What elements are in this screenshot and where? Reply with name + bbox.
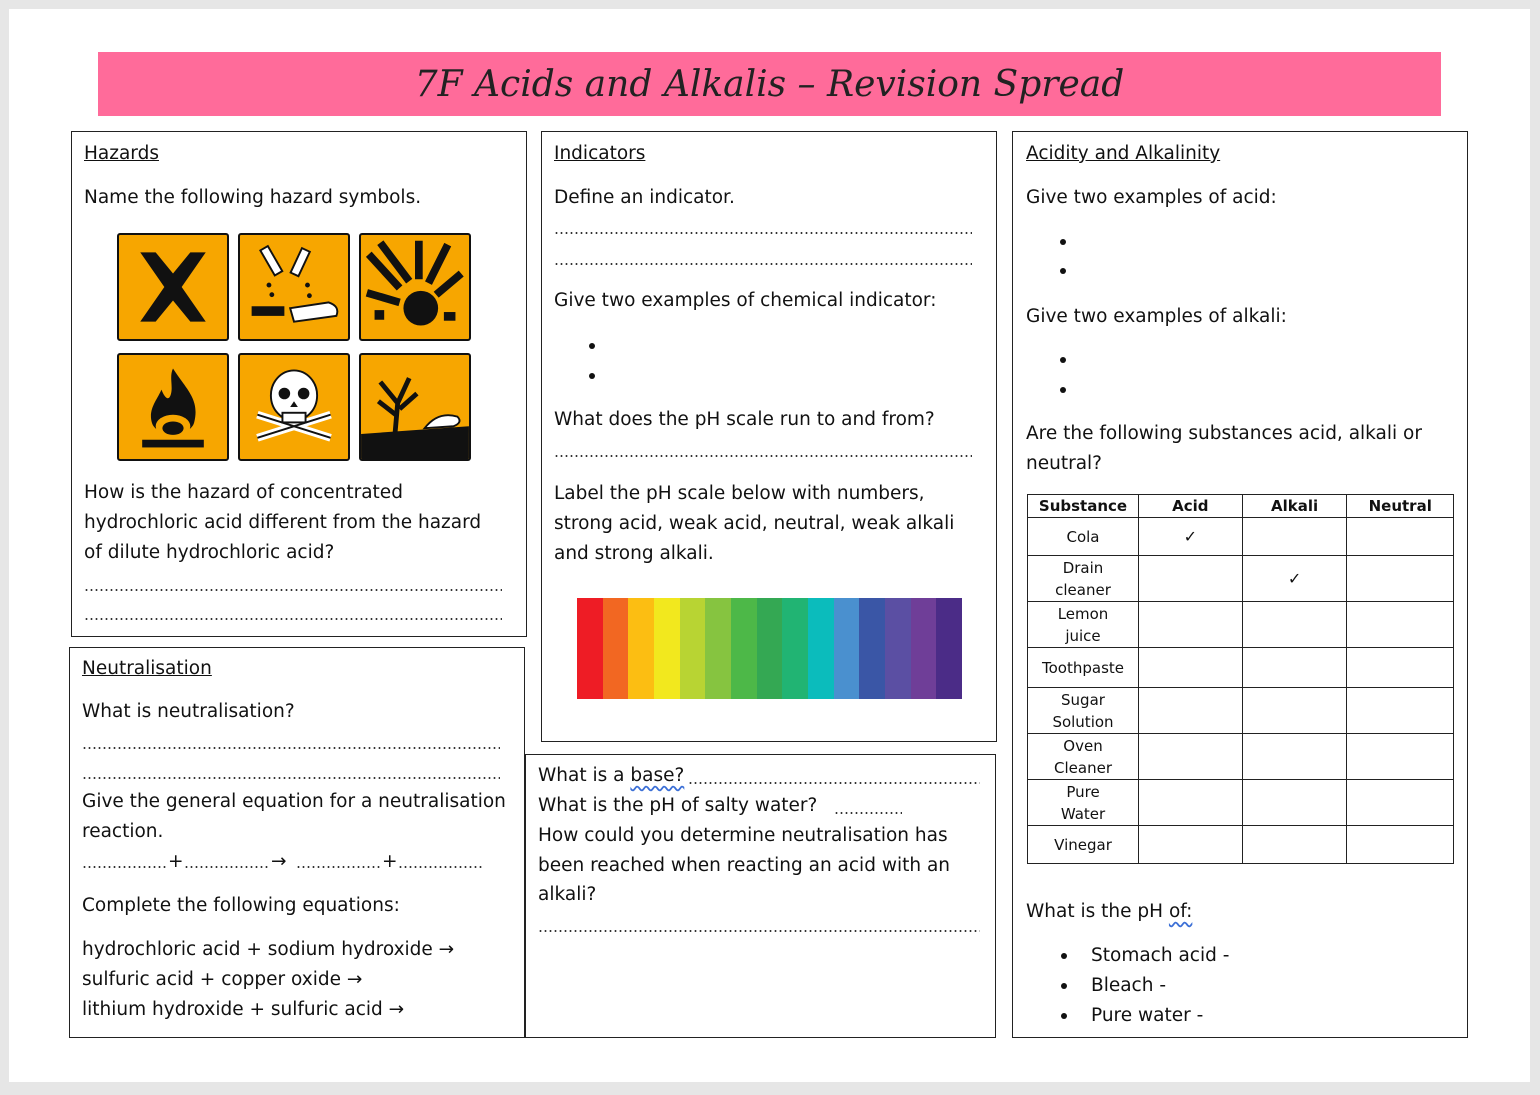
- ph-color-band: [885, 598, 911, 699]
- table-row: [1028, 826, 1454, 864]
- column-header: Alkali: [1242, 495, 1347, 518]
- ph-color-band: [654, 598, 680, 699]
- table-row: [1028, 648, 1454, 688]
- general-equation-line-1: Give the general equation for a neutralisation: [82, 791, 506, 812]
- acid-cell[interactable]: [1139, 826, 1243, 864]
- neutral-cell[interactable]: [1347, 602, 1454, 648]
- acid-cell[interactable]: [1139, 648, 1243, 688]
- acid-cell[interactable]: [1139, 602, 1243, 648]
- neutral-cell[interactable]: [1347, 556, 1454, 602]
- classify-question-line-2: neutral?: [1026, 453, 1102, 474]
- answer-line[interactable]: [688, 782, 980, 784]
- substance-cell: Toothpaste: [1028, 648, 1139, 688]
- answer-line[interactable]: [538, 930, 980, 932]
- determine-neutralisation-line-1: How could you determine neutralisation has: [538, 825, 948, 846]
- flammable-icon: [117, 353, 229, 461]
- table-row: [1028, 734, 1454, 780]
- equation-blank[interactable]: [82, 866, 166, 868]
- neutral-cell[interactable]: [1347, 518, 1454, 556]
- table-row: [1028, 556, 1454, 602]
- ph-of-question: [1026, 897, 1192, 927]
- ph-scale-bar: [577, 598, 962, 699]
- answer-line[interactable]: [84, 589, 502, 591]
- ph-color-band: [705, 598, 731, 699]
- ph-color-band: [680, 598, 706, 699]
- determine-neutralisation-line-3: alkali?: [538, 884, 597, 905]
- table-row: [1028, 780, 1454, 826]
- answer-line[interactable]: [554, 455, 972, 457]
- substance-cell: Pure Water: [1028, 780, 1139, 826]
- acid-cell[interactable]: [1139, 780, 1243, 826]
- bullet: [1060, 387, 1066, 393]
- table-row: [1028, 518, 1454, 556]
- table-row: [1028, 688, 1454, 734]
- neutralisation-heading: Neutralisation: [82, 658, 212, 679]
- base-question: [538, 761, 684, 791]
- ph-color-band: [603, 598, 629, 699]
- label-ph-line-3: and strong alkali.: [554, 543, 714, 564]
- title-banner: [98, 52, 1441, 116]
- toxic-skull-icon: [238, 353, 350, 461]
- neutral-cell[interactable]: [1347, 826, 1454, 864]
- hazards-question-line-3: of dilute hydrochloric acid?: [84, 542, 335, 563]
- substance-table: [1027, 494, 1454, 864]
- substance-cell: Lemon juice: [1028, 602, 1139, 648]
- substance-cell: Vinegar: [1028, 826, 1139, 864]
- ph-item-pure-water: Pure water -: [1091, 1005, 1204, 1026]
- ph-of-word: of:: [1168, 901, 1193, 922]
- bullet: [589, 373, 595, 379]
- acid-cell[interactable]: [1139, 556, 1243, 602]
- hazards-question-line-2: hydrochloric acid different from the hazard: [84, 512, 482, 533]
- bullet: [1060, 357, 1066, 363]
- indicator-examples-question: Give two examples of chemical indicator:: [554, 290, 937, 311]
- define-indicator-question: Define an indicator.: [554, 187, 735, 208]
- ph-of-prefix: What is the pH: [1026, 901, 1169, 922]
- alkali-cell[interactable]: [1242, 826, 1347, 864]
- alkali-cell[interactable]: [1242, 780, 1347, 826]
- substance-cell: Drain cleaner: [1028, 556, 1139, 602]
- table-header-row: [1028, 495, 1454, 518]
- alkali-cell[interactable]: [1242, 518, 1347, 556]
- ph-color-band: [628, 598, 654, 699]
- explosive-icon: [359, 233, 471, 341]
- hazards-heading: Hazards: [84, 143, 159, 164]
- ph-item-stomach-acid: Stomach acid -: [1091, 945, 1230, 966]
- bullet: [1061, 983, 1067, 989]
- neutralisation-question: What is neutralisation?: [82, 701, 295, 722]
- page-title: 7F Acids and Alkalis – Revision Spread: [414, 63, 1125, 105]
- equation-blank[interactable]: [296, 866, 380, 868]
- table-row: [1028, 602, 1454, 648]
- complete-equations-question: Complete the following equations:: [82, 895, 400, 916]
- indicators-heading: Indicators: [554, 143, 646, 164]
- equation-2: sulfuric acid + copper oxide →: [82, 969, 363, 990]
- equation-arrow: →: [271, 851, 287, 872]
- substance-cell: Cola: [1028, 518, 1139, 556]
- bullet: [589, 343, 595, 349]
- label-ph-line-2: strong acid, weak acid, neutral, weak alkali: [554, 513, 955, 534]
- hazards-instruction: Name the following hazard symbols.: [84, 187, 422, 208]
- determine-neutralisation-line-2: been reached when reacting an acid with an: [538, 855, 951, 876]
- equation-3: lithium hydroxide + sulfuric acid →: [82, 999, 405, 1020]
- bullet: [1060, 268, 1066, 274]
- substance-cell: Oven Cleaner: [1028, 734, 1139, 780]
- equation-blank[interactable]: [184, 866, 268, 868]
- ph-color-band: [834, 598, 860, 699]
- acidity-heading: Acidity and Alkalinity: [1026, 143, 1221, 164]
- alkali-cell[interactable]: [1242, 688, 1347, 734]
- answer-line[interactable]: [84, 618, 502, 620]
- alkali-cell[interactable]: [1242, 648, 1347, 688]
- neutral-cell[interactable]: [1347, 648, 1454, 688]
- ph-item-bleach: Bleach -: [1091, 975, 1167, 996]
- salty-water-question: What is the pH of salty water?: [538, 795, 818, 816]
- acid-cell[interactable]: [1139, 688, 1243, 734]
- answer-line[interactable]: [82, 777, 500, 779]
- column-header: Neutral: [1347, 495, 1454, 518]
- answer-line[interactable]: [554, 232, 972, 234]
- harmful-irritant-icon: [117, 233, 229, 341]
- bullet: [1060, 239, 1066, 245]
- ph-color-band: [936, 598, 962, 699]
- ph-color-band: [577, 598, 603, 699]
- alkali-examples-question: Give two examples of alkali:: [1026, 306, 1287, 327]
- substance-cell: Sugar Solution: [1028, 688, 1139, 734]
- corrosive-icon: [238, 233, 350, 341]
- acid-cell[interactable]: [1139, 734, 1243, 780]
- acid-examples-question: Give two examples of acid:: [1026, 187, 1277, 208]
- bullet: [1061, 953, 1067, 959]
- alkali-cell[interactable]: ✓: [1242, 556, 1347, 602]
- ph-color-band: [731, 598, 757, 699]
- alkali-cell[interactable]: [1242, 602, 1347, 648]
- ph-range-question: What does the pH scale run to and from?: [554, 409, 935, 430]
- answer-line[interactable]: [554, 263, 972, 265]
- acid-cell[interactable]: ✓: [1139, 518, 1243, 556]
- general-equation-line-2: reaction.: [82, 821, 164, 842]
- column-header: Acid: [1139, 495, 1243, 518]
- base-question-prefix: What is a: [538, 765, 631, 786]
- neutral-cell[interactable]: [1347, 688, 1454, 734]
- ph-color-band: [859, 598, 885, 699]
- ph-color-band: [911, 598, 937, 699]
- label-ph-line-1: Label the pH scale below with numbers,: [554, 483, 925, 504]
- neutral-cell[interactable]: [1347, 780, 1454, 826]
- ph-color-band: [757, 598, 783, 699]
- classify-question-line-1: Are the following substances acid, alkali or: [1026, 423, 1422, 444]
- answer-line[interactable]: [834, 812, 902, 814]
- alkali-cell[interactable]: [1242, 734, 1347, 780]
- neutral-cell[interactable]: [1347, 734, 1454, 780]
- ph-color-band: [808, 598, 834, 699]
- base-question-word: base?: [630, 765, 685, 786]
- answer-line[interactable]: [82, 747, 500, 749]
- bullet: [1061, 1013, 1067, 1019]
- equation-plus: +: [382, 851, 398, 872]
- column-header: Substance: [1028, 495, 1139, 518]
- equation-blank[interactable]: [398, 866, 482, 868]
- hazards-question-line-1: How is the hazard of concentrated: [84, 482, 403, 503]
- environment-hazard-icon: [359, 353, 471, 461]
- equation-1: hydrochloric acid + sodium hydroxide →: [82, 939, 455, 960]
- ph-color-band: [782, 598, 808, 699]
- equation-plus: +: [168, 851, 184, 872]
